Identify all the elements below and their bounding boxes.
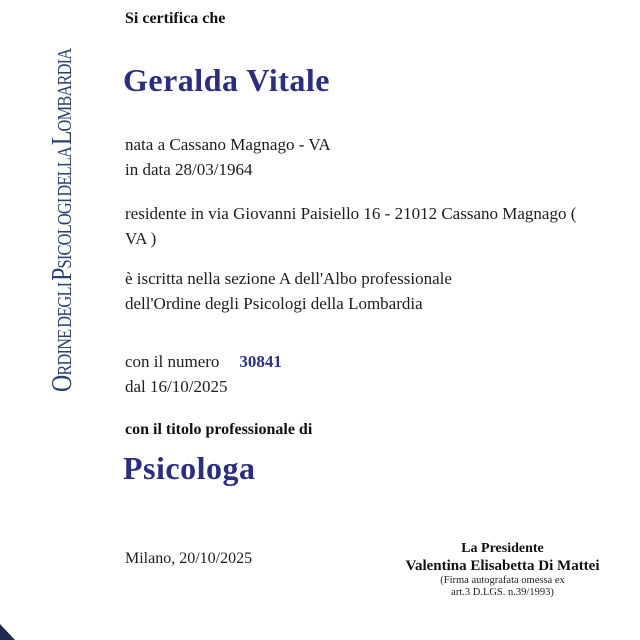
registration-number-label: con il numero [125,352,220,371]
registration-info [125,266,452,316]
signature-role: La Presidente [461,541,544,556]
residence-line-2: VA ) [125,229,157,248]
corner-mark-decoration [0,624,15,640]
signature-block [385,540,620,599]
residence-line-1: residente in via Giovanni Paisiello 16 - 21012 Cassano Magnago ( [125,204,577,223]
certify-intro-label: Si certifica che [125,10,226,27]
birth-place-line: nata a Cassano Magnago - VA [125,135,331,154]
institution-banner: Ordine degli Psicologi della Lombardia [46,48,78,392]
registration-line-1: è iscritta nella sezione A dell'Albo professionale [125,269,452,288]
person-name-heading: Geralda Vitale [123,62,330,98]
professional-title-heading: Psicologa [123,450,256,486]
signature-name: Valentina Elisabetta Di Mattei [405,558,600,574]
place-date-line: Milano, 20/10/2025 [125,550,253,567]
residence-info [125,201,630,251]
birth-info [125,132,331,182]
signature-disclaimer-line-2: art.3 D.LGS. n.39/1993) [451,587,554,598]
professional-title-label: con il titolo professionale di [125,421,313,438]
signature-disclaimer-line-1: (Firma autografata omessa ex [440,575,565,586]
registration-line-2: dell'Ordine degli Psicologi della Lombardia [125,294,423,313]
registration-number-value: 30841 [239,352,282,371]
birth-date-line: in data 28/03/1964 [125,160,253,179]
registration-number-info [125,349,282,399]
registration-since-line: dal 16/10/2025 [125,377,228,396]
registration-number-line [125,349,282,374]
